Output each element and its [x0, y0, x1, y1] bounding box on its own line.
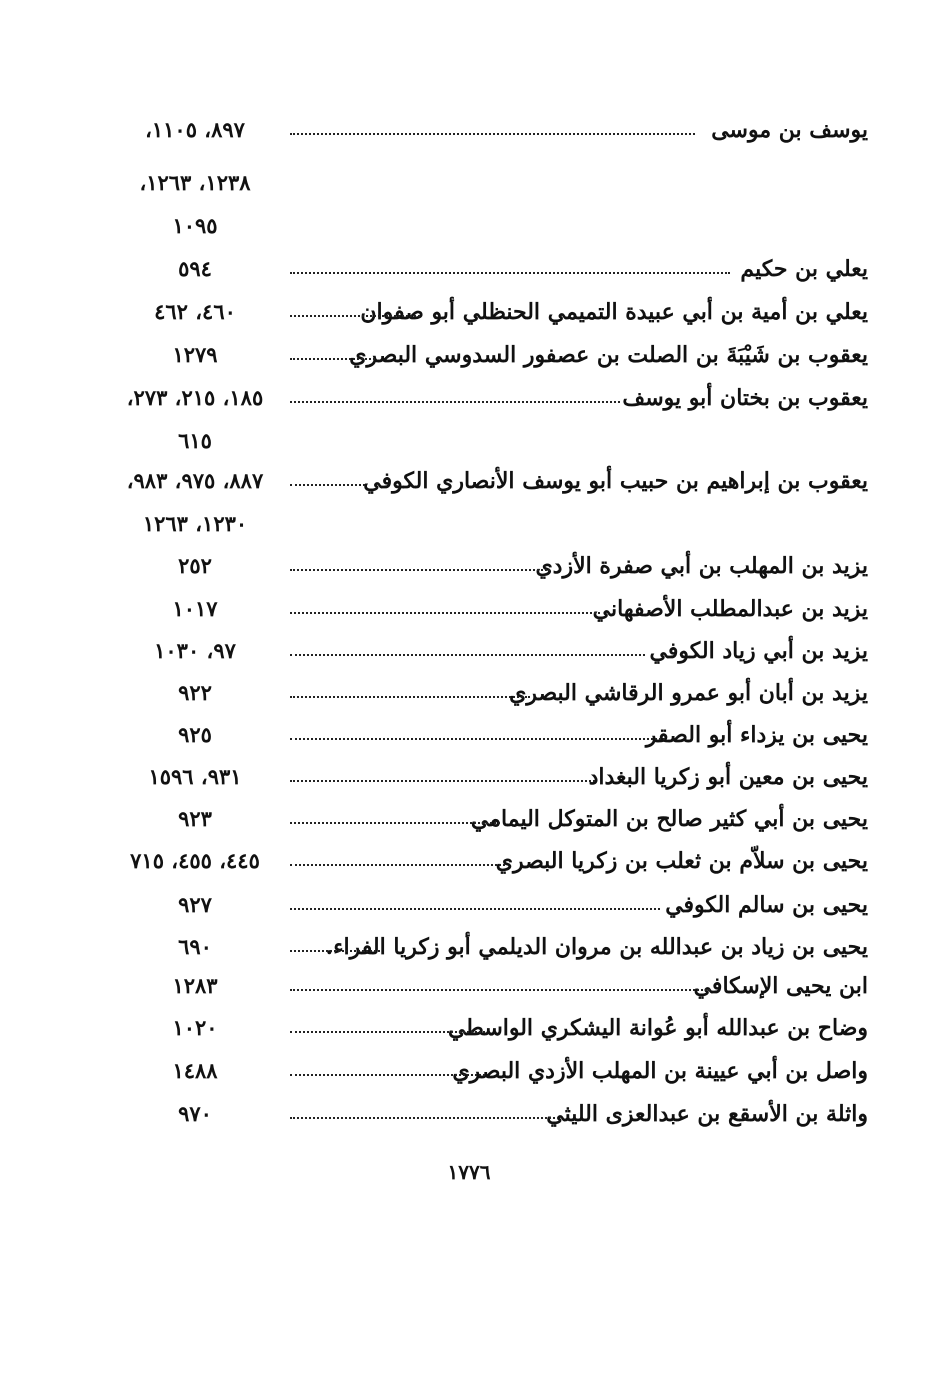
entry-name: ابن يحيى الإسكافي — [693, 973, 868, 999]
entry-pages: ١٠١٧ — [172, 596, 218, 621]
dot-leader — [290, 696, 530, 698]
entry-name: يعقوب بن شَيْبَةَ بن الصلت بن عصفور السدوسي البصري — [349, 342, 868, 368]
entry-pages: ١٢٨٣ — [172, 973, 218, 998]
index-entry — [0, 798, 938, 840]
dot-leader — [290, 1117, 555, 1119]
entry-pages: ٥٩٤ — [178, 256, 212, 281]
index-entry — [0, 377, 938, 419]
entry-pages: ١٨٥، ٢١٥، ٢٧٣، — [126, 385, 264, 410]
dot-leader — [290, 950, 380, 952]
index-entry — [0, 1007, 938, 1049]
index-entry — [0, 672, 938, 714]
dot-leader — [290, 1074, 485, 1076]
entry-name: يعقوب بن بختان أبو يوسف — [622, 385, 868, 411]
index-entry-continuation — [0, 162, 938, 204]
index-entry-continuation — [0, 420, 938, 462]
entry-pages: ٩٢٥ — [178, 722, 212, 747]
entry-name: يحيى بن معين أبو زكريا البغداد — [588, 764, 868, 790]
entry-pages: ٩٢٢ — [178, 680, 212, 705]
dot-leader — [290, 401, 620, 403]
index-entry — [0, 926, 938, 968]
entry-pages: ١٠٢٠ — [172, 1015, 218, 1040]
entry-name: يوسف بن موسى — [711, 117, 868, 143]
entry-name: يحيى بن سلاّم بن ثعلب بن زكريا البصري — [495, 848, 868, 874]
entry-pages: ٩٢٣ — [178, 806, 212, 831]
dot-leader — [290, 822, 500, 824]
index-entry-continuation — [0, 503, 938, 545]
dot-leader — [290, 569, 550, 571]
dot-leader — [290, 989, 710, 991]
dot-leader — [290, 612, 600, 614]
entry-name: يزيد بن أبان أبو عمرو الرقاشي البصري — [509, 680, 868, 706]
entry-pages: ١٠٩٥ — [172, 213, 218, 238]
entry-pages: ٦١٥ — [178, 428, 212, 453]
index-entry — [0, 291, 938, 333]
dot-leader — [290, 358, 375, 360]
index-entry — [0, 334, 938, 376]
entry-pages: ٩٣١، ١٥٩٦ — [148, 764, 242, 789]
entry-name: يزيد بن أبي زياد الكوفي — [649, 638, 868, 664]
index-entry — [0, 109, 938, 151]
index-entry-continuation — [0, 205, 938, 247]
dot-leader — [290, 908, 660, 910]
entry-name: يعقوب بن إبراهيم بن حبيب أبو يوسف الأنصاري الكوفي — [363, 468, 868, 494]
dot-leader — [290, 1031, 485, 1033]
entry-name: يحيى بن يزداء أبو الصقر — [645, 722, 868, 748]
dot-leader — [290, 864, 505, 866]
entry-name: يعلي بن حكيم — [740, 256, 868, 282]
entry-pages: ٩٧، ١٠٣٠ — [154, 638, 236, 663]
index-entry — [0, 714, 938, 756]
index-entry — [0, 965, 938, 1007]
entry-pages: ٨٨٧، ٩٧٥، ٩٨٣، — [126, 468, 264, 493]
dot-leader — [290, 133, 695, 135]
entry-name: يزيد بن المهلب بن أبي صفرة الأزدي — [535, 553, 868, 579]
index-entry — [0, 756, 938, 798]
entry-name: يحيى بن زياد بن عبدالله بن مروان الديلمي أبو زكريا الفراء. — [325, 934, 868, 960]
index-entry — [0, 460, 938, 502]
entry-pages: ١٤٨٨ — [172, 1058, 218, 1083]
page-number: ١٧٧٦ — [447, 1160, 491, 1184]
entry-pages: ٢٥٢ — [178, 553, 212, 578]
index-entry — [0, 630, 938, 672]
entry-name: واصل بن أبي عيينة بن المهلب الأزدي البصري — [452, 1058, 868, 1084]
entry-pages: ٩٢٧ — [178, 892, 212, 917]
entry-pages: ٤٤٥، ٤٥٥، ٧١٥ — [130, 848, 260, 873]
dot-leader — [290, 738, 665, 740]
entry-pages: ٤٦٠، ٤٦٢ — [154, 299, 236, 324]
entry-name: يزيد بن عبدالمطلب الأصفهاني — [592, 596, 868, 622]
entry-name: وضاح بن عبدالله أبو عُوانة اليشكري الواسطي — [447, 1015, 868, 1041]
index-entry — [0, 1050, 938, 1092]
entry-pages: ١٢٣٠، ١٢٦٣ — [142, 511, 248, 536]
index-entry — [0, 248, 938, 290]
index-entry — [0, 1093, 938, 1135]
entry-name: يعلي بن أمية بن أبي عبيدة التميمي الحنظلي أبو صفوان — [360, 299, 868, 325]
index-entry — [0, 588, 938, 630]
entry-name: يحيى بن أبي كثير صالح بن المتوكل اليمامي — [470, 806, 868, 832]
entry-pages: ٩٧٠ — [178, 1101, 212, 1126]
entry-name: واثلة بن الأسقع بن عبدالعزى الليثي — [546, 1101, 868, 1127]
entry-pages: ٦٩٠ — [178, 934, 212, 959]
entry-pages: ٨٩٧، ١١٠٥، — [145, 117, 245, 142]
entry-name: يحيى بن سالم الكوفي — [665, 892, 868, 918]
dot-leader — [290, 272, 730, 274]
dot-leader — [290, 654, 645, 656]
index-entry — [0, 884, 938, 926]
dot-leader — [290, 780, 595, 782]
index-entry — [0, 545, 938, 587]
entry-pages: ١٢٧٩ — [172, 342, 218, 367]
dot-leader — [290, 315, 420, 317]
index-entry — [0, 840, 938, 882]
dot-leader — [290, 484, 365, 486]
entry-pages: ١٢٣٨، ١٢٦٣، — [139, 170, 251, 195]
